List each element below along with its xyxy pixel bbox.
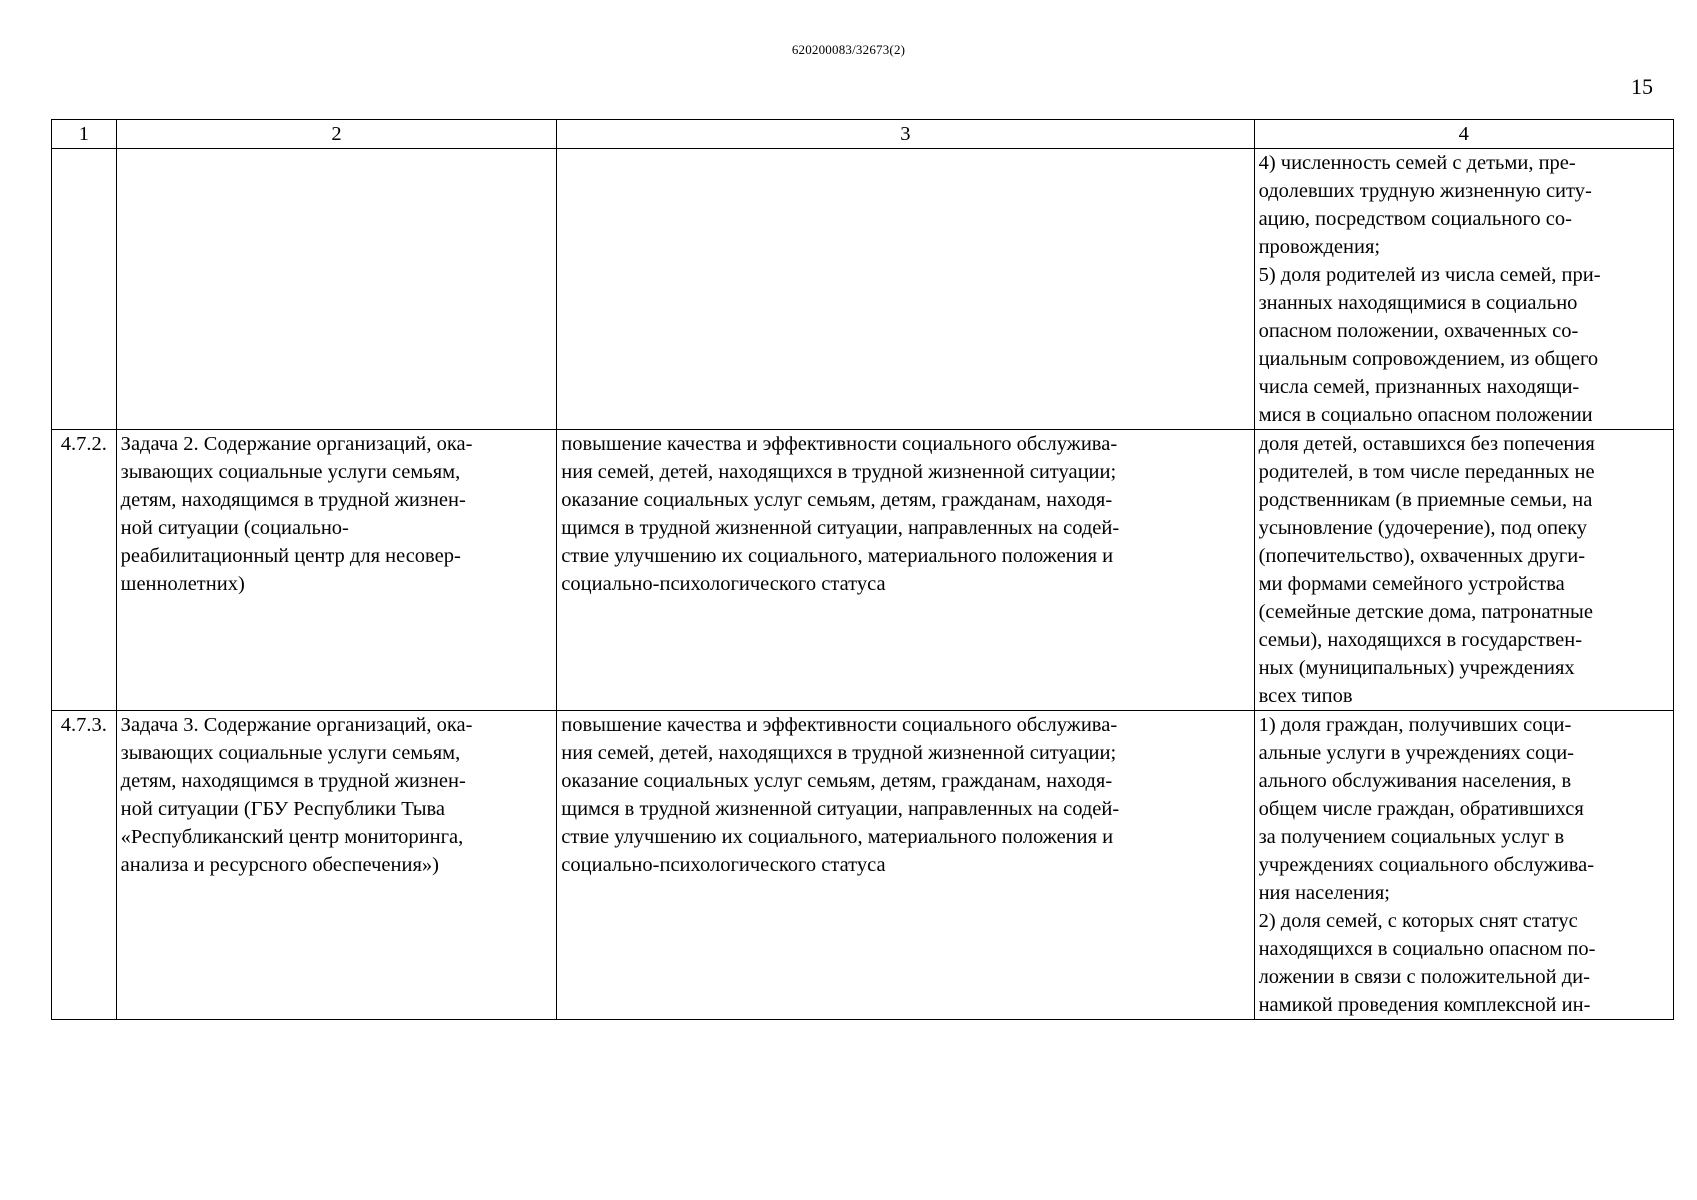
cell-text-line: ствие улучшению их социального, материального положения и xyxy=(561,545,1114,567)
indicators-cell xyxy=(1254,711,1673,1020)
cell-text-line: анализа и ресурсного обеспечения») xyxy=(120,854,439,876)
cell-text-line: циальным сопровождением, из общего xyxy=(1258,348,1599,370)
cell-text-line: ния семей, детей, находящихся в трудной жизненной ситуации; xyxy=(561,742,1117,764)
indicators-cell xyxy=(1254,430,1673,711)
cell-text-line: 5) доля родителей из числа семей, при- xyxy=(1258,264,1601,286)
program-table xyxy=(51,119,1674,1020)
direction-cell xyxy=(557,430,1254,711)
cell-text-line: семьи), находящихся в государствен- xyxy=(1258,629,1583,651)
cell-text-line: социально-психологического статуса xyxy=(561,573,886,595)
cell-text-line: (семейные детские дома, патронатные xyxy=(1258,601,1593,623)
cell-text-line: 2) доля семей, с которых снят статус xyxy=(1258,910,1578,932)
cell-text-line: реабилитационный центр для несовер- xyxy=(120,545,461,567)
table-row xyxy=(52,149,1674,430)
cell-text-line: находящихся в социально опасном по- xyxy=(1258,938,1596,960)
table-header-row xyxy=(52,120,1674,149)
cell-text-line: одолевших трудную жизненную ситу- xyxy=(1258,180,1592,202)
cell-text-line: социально-психологического статуса xyxy=(561,854,886,876)
cell-text-line: Задача 2. Содержание организаций, ока- xyxy=(120,433,473,455)
cell-text-line: ального обслуживания населения, в xyxy=(1258,770,1572,792)
task-cell xyxy=(116,711,557,1020)
cell-text-line: общем числе граждан, обратившихся xyxy=(1258,798,1584,820)
cell-text-line: родственникам (в приемные семьи, на xyxy=(1258,489,1593,511)
cell-text-line: намикой проведения комплексной ин- xyxy=(1258,994,1591,1016)
cell-text-line: оказание социальных услуг семьям, детям, гражданам, находя- xyxy=(561,770,1113,792)
row-number-cell: 4.7.2. xyxy=(52,430,117,711)
cell-text-line: числа семей, признанных находящи- xyxy=(1258,376,1580,398)
cell-text-line: ложении в связи с положительной ди- xyxy=(1258,966,1590,988)
row-number-cell xyxy=(52,149,117,430)
cell-text-line: ной ситуации (социально- xyxy=(120,517,349,539)
cell-text-line: повышение качества и эффективности социального обслужива- xyxy=(561,433,1118,455)
cell-text-line: за получением социальных услуг в xyxy=(1258,826,1565,848)
cell-text-line: знанных находящимися в социально xyxy=(1258,292,1578,314)
cell-text-line: всех типов xyxy=(1258,685,1353,707)
cell-text-line: провождения; xyxy=(1258,236,1381,258)
page-number: 15 xyxy=(1631,74,1653,99)
cell-text-line: «Республиканский центр мониторинга, xyxy=(120,826,464,848)
cell-text-line: ния семей, детей, находящихся в трудной жизненной ситуации; xyxy=(561,461,1117,483)
task-cell xyxy=(116,430,557,711)
cell-text-line: (попечительство), охваченных други- xyxy=(1258,545,1586,567)
cell-text-line: усыновление (удочерение), под опеку xyxy=(1258,517,1588,539)
cell-text-line: щимся в трудной жизненной ситуации, направленных на содей- xyxy=(561,517,1120,539)
cell-text-line: альные услуги в учреждениях соци- xyxy=(1258,742,1575,764)
cell-text-line: ной ситуации (ГБУ Республики Тыва xyxy=(120,798,445,820)
column-header-4: 4 xyxy=(1254,120,1673,149)
column-header-2: 2 xyxy=(116,120,557,149)
cell-text-line: детям, находящимся в трудной жизнен- xyxy=(120,489,466,511)
cell-text-line: щимся в трудной жизненной ситуации, направленных на содей- xyxy=(561,798,1120,820)
cell-text-line: 1) доля граждан, получивших соци- xyxy=(1258,714,1572,736)
cell-text-line: ацию, посредством социального со- xyxy=(1258,208,1572,230)
direction-cell xyxy=(557,149,1254,430)
cell-text-line: ми формами семейного устройства xyxy=(1258,573,1565,595)
cell-text-line: Задача 3. Содержание организаций, ока- xyxy=(120,714,473,736)
task-cell xyxy=(116,149,557,430)
column-header-1: 1 xyxy=(52,120,117,149)
cell-text-line: учреждениях социального обслужива- xyxy=(1258,854,1595,876)
cell-text-line: повышение качества и эффективности социального обслужива- xyxy=(561,714,1118,736)
cell-text-line: опасном положении, охваченных со- xyxy=(1258,320,1579,342)
cell-text-line: мися в социально опасном положении xyxy=(1258,404,1593,426)
cell-text-line: детям, находящимся в трудной жизнен- xyxy=(120,770,466,792)
direction-cell xyxy=(557,711,1254,1020)
cell-text-line: 4) численность семей с детьми, пре- xyxy=(1258,152,1576,174)
cell-text-line: зывающих социальные услуги семьям, xyxy=(120,461,461,483)
cell-text-line: ных (муниципальных) учреждениях xyxy=(1258,657,1575,679)
cell-text-line: ствие улучшению их социального, материального положения и xyxy=(561,826,1114,848)
table-row xyxy=(52,430,1674,711)
cell-text-line: оказание социальных услуг семьям, детям, гражданам, находя- xyxy=(561,489,1113,511)
table-body xyxy=(52,149,1674,1020)
cell-text-line: ния населения; xyxy=(1258,882,1390,904)
cell-text-line: зывающих социальные услуги семьям, xyxy=(120,742,461,764)
cell-text-line: родителей, в том числе переданных не xyxy=(1258,461,1595,483)
row-number-cell: 4.7.3. xyxy=(52,711,117,1020)
document-id: 620200083/32673(2) xyxy=(791,42,906,57)
cell-text-line: шеннолетних) xyxy=(120,573,245,595)
indicators-cell xyxy=(1254,149,1673,430)
column-header-3: 3 xyxy=(557,120,1254,149)
cell-text-line: доля детей, оставшихся без попечения xyxy=(1258,433,1595,455)
table-row xyxy=(52,711,1674,1020)
